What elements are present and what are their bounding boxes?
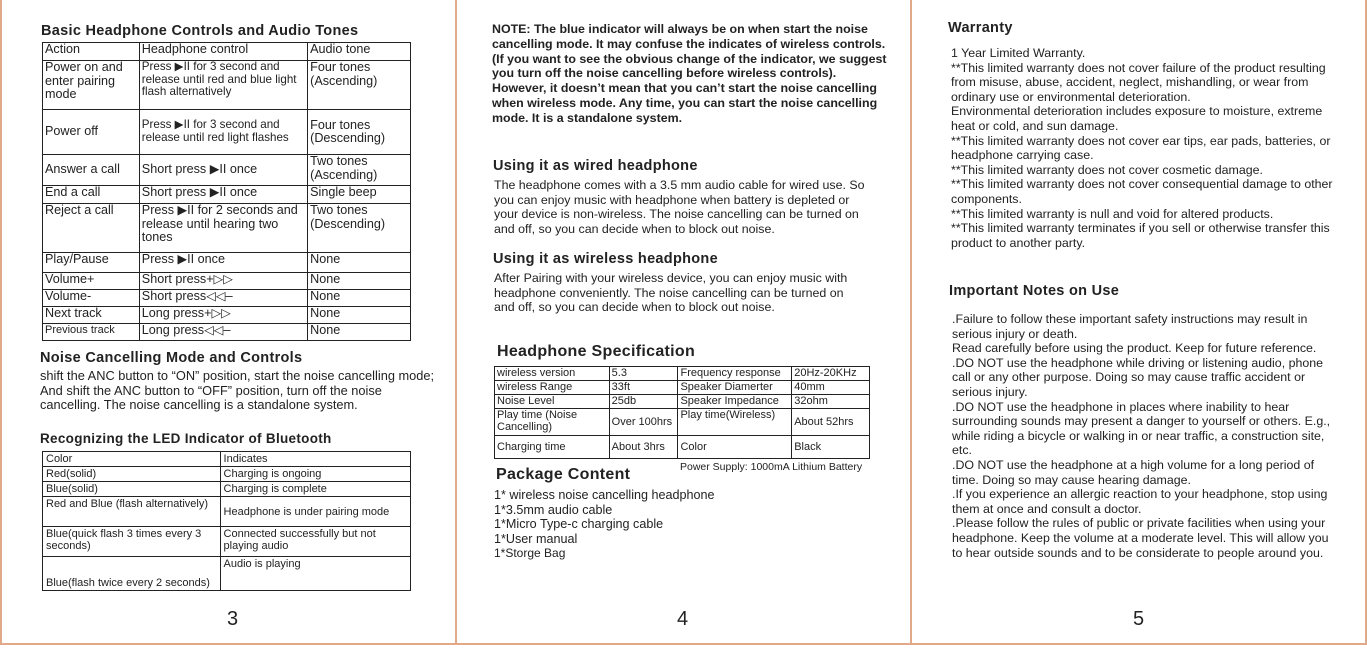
tone-cell: None: [308, 324, 411, 341]
indicates-cell: Charging is complete: [220, 482, 410, 497]
power-supply-note: Power Supply: 1000mA Lithium Battery: [680, 461, 863, 473]
action-cell: End a call: [43, 186, 140, 204]
table-row: [43, 307, 411, 324]
spec-label: Frequency response: [678, 367, 792, 381]
color-cell: Red and Blue (flash alternatively): [43, 497, 221, 527]
controls-heading: Basic Headphone Controls and Audio Tones: [41, 23, 359, 39]
note-paragraph: NOTE: The blue indicator will always be on when start the noise cancelling mode. It may confuse the indicates of wireless controls. (If you want to see the obvious change of the indicator, we suggest you turn off the noise cancelling before wireless controls). However, it doesn’t mean that you can’t start the noise cancelling when wireless mode. Any time, you can start the noise cancelling mode. It is a standalone system.: [492, 22, 887, 125]
table-row: [43, 61, 411, 110]
header-cell: Action: [43, 43, 140, 61]
spec-table: [494, 366, 870, 459]
action-cell: Volume-: [43, 290, 140, 307]
warranty-text: [951, 46, 1343, 250]
table-row: [43, 290, 411, 307]
spec-value: 5.3: [609, 367, 678, 381]
warranty-line: **This limited warranty does not cover cosmetic damage.: [951, 162, 1263, 177]
note-line: .DO NOT use the headphone while driving or listening audio, phone call or any other purpose. Doing so may cause traffic accident or serious injury.: [952, 355, 1324, 399]
table-row: [43, 324, 411, 341]
list-item: 1*Micro Type-c charging cable: [494, 517, 664, 532]
table-header-row: [43, 43, 411, 61]
table-row: [43, 110, 411, 155]
warranty-line: **This limited warranty does not cover ear tips, ear pads, batteries, or headphone carrying case.: [951, 133, 1331, 163]
warranty-line: **This limited warranty does not cover failure of the product resulting from misuse, abuse, accident, neglect, mishandling, or wear from ordinary use or environmental deterioration.: [951, 60, 1326, 104]
color-cell: Red(solid): [43, 467, 221, 482]
spec-label: Play time (Noise Cancelling): [495, 409, 610, 436]
header-cell: Headphone control: [139, 43, 307, 61]
table-row: [495, 436, 870, 459]
notes-text: [952, 312, 1342, 560]
spec-value: 32ohm: [792, 395, 870, 409]
page-number: 4: [677, 608, 689, 630]
table-row: [495, 409, 870, 436]
warranty-heading: Warranty: [948, 20, 1013, 36]
control-cell: Short press ▶II once: [139, 186, 307, 204]
control-cell: Press ▶II once: [139, 253, 307, 273]
spec-value: 25db: [609, 395, 678, 409]
tone-cell: None: [308, 253, 411, 273]
action-cell: Reject a call: [43, 204, 140, 253]
indicates-cell: Charging is ongoing: [220, 467, 410, 482]
control-cell: Short press+▷▷: [139, 273, 307, 290]
spec-value: 33ft: [609, 381, 678, 395]
spec-label: Noise Level: [495, 395, 610, 409]
indicates-cell: Connected successfully but not playing audio: [220, 527, 410, 557]
spec-label: Charging time: [495, 436, 610, 459]
list-item: 1*3.5mm audio cable: [494, 502, 613, 517]
page-3: [0, 0, 456, 644]
wired-paragraph: The headphone comes with a 3.5 mm audio cable for wired use. So you can enjoy music with headphone when battery is depleted or your device is non-wireless. The noise cancelling can be turned on and off, so you can decide when to block out noise.: [494, 178, 865, 236]
spec-value: Over 100hrs: [609, 409, 678, 436]
action-cell: Answer a call: [43, 155, 140, 186]
header-cell: Audio tone: [308, 43, 411, 61]
action-cell: Play/Pause: [43, 253, 140, 273]
spec-label: Play time(Wireless): [678, 409, 792, 436]
table-row: [495, 381, 870, 395]
control-cell: Short press◁◁–: [139, 290, 307, 307]
control-cell: Press ▶II for 3 second and release until red and blue light flash alternatively: [139, 61, 307, 110]
note-line: .DO NOT use the headphone at a high volume for a long period of time. Doing so may cause hearing damage.: [952, 457, 1315, 487]
warranty-line: **This limited warranty is null and void for altered products.: [951, 206, 1274, 221]
spec-heading: Headphone Specification: [497, 343, 696, 360]
table-row: [43, 482, 411, 497]
list-item: 1*Storge Bag: [494, 546, 566, 561]
wireless-heading: Using it as wireless headphone: [493, 251, 718, 267]
note-line: .DO NOT use the headphone in places where inability to hear surrounding sounds may present a danger to yourself or others. E.g., while riding a bicycle or walking in or near traffic, a construction site, etc.: [952, 399, 1331, 458]
note-line: .Please follow the rules of public or private facilities when using your headphone. Keep the volume at a moderate level. This will allow you to hear outside sounds and to be considerate to people around you.: [952, 516, 1329, 560]
spec-value: About 3hrs: [609, 436, 678, 459]
control-cell: Long press+▷▷: [139, 307, 307, 324]
table-row: [43, 155, 411, 186]
action-cell: Previous track: [43, 324, 140, 341]
list-item: 1*User manual: [494, 531, 578, 546]
tone-cell: Four tones (Descending): [308, 110, 411, 155]
action-cell: Next track: [43, 307, 140, 324]
table-row: [495, 395, 870, 409]
table-row: [43, 253, 411, 273]
anc-paragraph: shift the ANC button to “ON” position, start the noise cancelling mode; And shift the ANC button to “OFF” position, turn off the noise cancelling. The noise cancelling is a standalone system.: [40, 368, 435, 413]
notes-heading: Important Notes on Use: [949, 283, 1120, 299]
action-cell: Volume+: [43, 273, 140, 290]
tone-cell: None: [308, 290, 411, 307]
tone-cell: None: [308, 273, 411, 290]
wireless-paragraph: After Pairing with your wireless device, you can enjoy music with headphone conveniently. The noise cancelling can be turned on and off, so you can decide when to block out noise.: [494, 271, 848, 315]
table-row: [43, 273, 411, 290]
note-line: Read carefully before using the product. Keep for future reference.: [952, 341, 1317, 356]
header-cell: Color: [43, 452, 221, 467]
page-5: [911, 0, 1367, 644]
package-heading: Package Content: [496, 466, 631, 483]
spec-label: wireless version: [495, 367, 610, 381]
list-item: 1* wireless noise cancelling headphone: [494, 488, 715, 502]
table-row: [43, 557, 411, 591]
tone-cell: Two tones (Descending): [308, 204, 411, 253]
note-line: .Failure to follow these important safety instructions may result in serious injury or death.: [952, 312, 1308, 341]
indicates-cell: Audio is playing: [220, 557, 410, 591]
color-cell: Blue(solid): [43, 482, 221, 497]
spec-value: 20Hz-20KHz: [792, 367, 870, 381]
indicates-cell: Headphone is under pairing mode: [220, 497, 410, 527]
color-cell: Blue(quick flash 3 times every 3 seconds): [43, 527, 221, 557]
anc-heading: Noise Cancelling Mode and Controls: [40, 350, 303, 366]
tone-cell: Four tones (Ascending): [308, 61, 411, 110]
note-line: .If you experience an allergic reaction to your headphone, stop using them at once and consult a doctor.: [952, 487, 1328, 516]
action-cell: Power on and enter pairing mode: [43, 61, 140, 110]
table-row: [43, 497, 411, 527]
page-number: 5: [1133, 608, 1145, 630]
page-number: 3: [227, 608, 239, 630]
spec-value: Black: [792, 436, 870, 459]
control-cell: Long press◁◁–: [139, 324, 307, 341]
spec-label: Color: [678, 436, 792, 459]
table-row: [43, 527, 411, 557]
warranty-line: **This limited warranty terminates if you sell or otherwise transfer this product to another party.: [951, 221, 1330, 250]
warranty-line: 1 Year Limited Warranty.: [951, 46, 1086, 60]
table-row: [43, 467, 411, 482]
control-cell: Short press ▶II once: [139, 155, 307, 186]
warranty-line: Environmental deterioration includes exposure to moisture, extreme heat or cold, and sun damage.: [951, 104, 1323, 133]
color-cell: Blue(flash twice every 2 seconds): [43, 557, 221, 591]
warranty-line: **This limited warranty does not cover consequential damage to other components.: [951, 177, 1333, 206]
control-cell: Press ▶II for 2 seconds and release until hearing two tones: [139, 204, 307, 253]
led-heading: Recognizing the LED Indicator of Bluetooth: [40, 431, 332, 446]
table-header-row: [43, 452, 411, 467]
table-row: [43, 204, 411, 253]
wired-heading: Using it as wired headphone: [493, 158, 698, 174]
controls-table: [42, 42, 411, 341]
spec-value: 40mm: [792, 381, 870, 395]
spec-label: wireless Range: [495, 381, 610, 395]
package-list: [494, 488, 715, 561]
tone-cell: Two tones (Ascending): [308, 155, 411, 186]
spec-value: About 52hrs: [792, 409, 870, 436]
header-cell: Indicates: [220, 452, 410, 467]
tone-cell: None: [308, 307, 411, 324]
page-4: [456, 0, 911, 644]
spec-label: Speaker Impedance: [678, 395, 792, 409]
tone-cell: Single beep: [308, 186, 411, 204]
table-row: [43, 186, 411, 204]
action-cell: Power off: [43, 110, 140, 155]
control-cell: Press ▶II for 3 second and release until red light flashes: [139, 110, 307, 155]
spec-label: Speaker Diamerter: [678, 381, 792, 395]
table-row: [495, 367, 870, 381]
led-table: [42, 451, 411, 591]
